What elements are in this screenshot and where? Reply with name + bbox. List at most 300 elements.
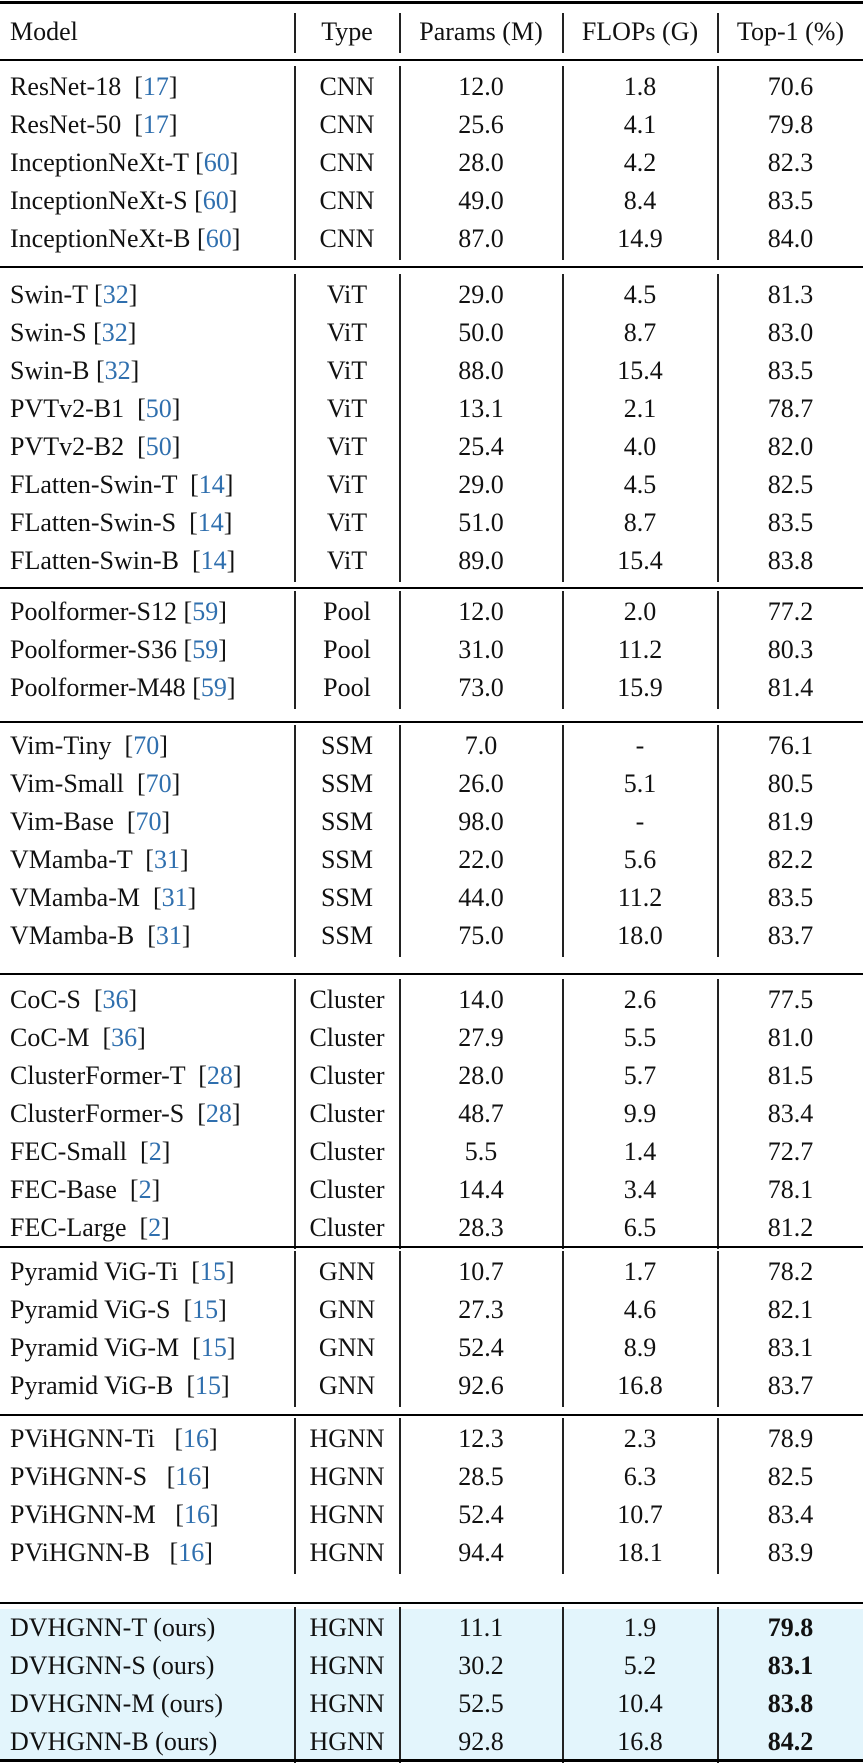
bracket: [ [145,845,154,874]
model-type: GNN [318,1371,376,1400]
group-rule [0,1414,863,1416]
column-divider [562,66,564,260]
group-rule [0,266,863,268]
table-row [0,1291,863,1329]
model-label: VMamba-B [10,921,148,950]
model-label: Vim-Base [10,807,127,836]
params-value: 52.4 [458,1333,504,1362]
bottom-rule [0,1759,863,1762]
params-value: 51.0 [458,508,504,537]
model-name [10,466,292,504]
citation-link[interactable]: 59 [192,635,219,664]
model-label: PVTv2-B1 [10,394,138,423]
citation-link[interactable]: 36 [111,1023,138,1052]
model-label: Poolformer-M48 [10,673,193,702]
top1-value: 83.5 [767,508,814,537]
bracket: ] [221,1371,230,1400]
bracket: [ [186,1371,196,1400]
flops-value: 6.3 [623,1462,657,1491]
model-name [10,727,292,765]
header-type: Type [321,17,373,46]
column-divider [294,274,296,582]
citation-link[interactable]: 59 [200,673,227,702]
model-label: VMamba-M [10,883,153,912]
column-divider [399,725,401,957]
model-label: CoC-S [10,985,94,1014]
params-value: 88.0 [458,356,504,385]
model-name [10,1420,292,1458]
model-type: CNN [319,148,375,177]
bracket: ] [161,1137,171,1166]
table-row [0,1253,863,1291]
model-name [10,841,292,879]
model-name [10,542,292,580]
model-type: ViT [326,432,368,461]
citation-link[interactable]: 17 [142,72,169,101]
top1-value: 82.3 [767,148,814,177]
model-type: ViT [326,356,368,385]
flops-value: 15.9 [617,673,663,702]
model-label: FEC-Base [10,1175,130,1204]
column-divider [717,979,719,1249]
flops-value: 6.5 [623,1213,657,1242]
citation-link[interactable]: 14 [200,546,227,575]
citation-link[interactable]: 31 [153,845,180,874]
params-value: 14.4 [458,1175,504,1204]
params-value: 5.5 [464,1137,498,1166]
model-type: HGNN [309,1538,385,1567]
params-value: 73.0 [458,673,504,702]
table-row [0,917,863,955]
params-value: 12.3 [458,1424,504,1453]
bracket: ] [161,1213,170,1242]
model-name [10,1019,292,1057]
model-name [10,1609,292,1647]
top1-value: 82.5 [767,1462,814,1491]
header-model: Model [10,17,78,46]
top1-value: 70.6 [767,72,814,101]
model-type: GNN [318,1333,376,1362]
citation-link[interactable]: 28 [206,1061,233,1090]
citation-link[interactable]: 59 [192,597,219,626]
model-type: HGNN [309,1689,385,1718]
top1-value: 82.2 [767,845,814,874]
params-value: 48.7 [458,1099,504,1128]
model-name [10,631,292,669]
citation-link[interactable]: 14 [197,508,224,537]
flops-value: 10.7 [617,1500,663,1529]
bracket: [ [195,148,204,177]
bracket: [ [147,921,156,950]
flops-value: 4.2 [623,148,657,177]
column-divider [294,979,296,1249]
model-type: CNN [319,110,375,139]
table-row [0,1057,863,1095]
model-type: HGNN [309,1424,385,1453]
params-value: 28.0 [458,1061,504,1090]
column-divider [717,1418,719,1574]
bracket: [ [137,394,146,423]
model-type: Pool [323,597,371,626]
model-name [10,1329,292,1367]
params-value: 75.0 [458,921,504,950]
top1-value: 83.4 [767,1500,814,1529]
bracket: ] [204,1538,213,1567]
table-row [0,1367,863,1405]
model-label: Pyramid ViG-Ti [10,1257,192,1286]
model-label: PViHGNN-S [10,1462,167,1491]
flops-value: 2.1 [623,394,657,423]
top1-value: 83.4 [767,1099,814,1128]
flops-value: 4.0 [623,432,657,461]
flops-value: 5.7 [623,1061,657,1090]
top1-value: 76.1 [767,731,814,760]
citation-link[interactable]: 2 [148,1213,162,1242]
group-rule [0,587,863,589]
citation-link[interactable]: 32 [102,280,129,309]
bracket: ] [225,1257,235,1286]
citation-link[interactable]: 50 [145,432,172,461]
citation-link[interactable]: 17 [142,110,169,139]
citation-link[interactable]: 50 [145,394,172,423]
model-label: ClusterFormer-T [10,1061,199,1090]
model-type: ViT [326,470,368,499]
model-label: InceptionNeXt-B [10,224,198,253]
params-value: 92.8 [458,1727,504,1756]
model-label: PViHGNN-B [10,1538,170,1567]
params-value: 11.1 [458,1613,504,1642]
bracket: [ [124,731,134,760]
citation-link[interactable]: 16 [183,1500,210,1529]
group-rule [0,721,863,723]
citation-link[interactable]: 70 [133,731,160,760]
model-label: Swin-T [10,280,95,309]
model-type: ViT [326,394,368,423]
bracket: ] [209,1424,218,1453]
flops-value: - [635,807,645,836]
table-row [0,276,863,314]
bracket: [ [183,635,193,664]
model-name [10,314,292,352]
bracket: [ [129,1175,139,1204]
top1-value: 81.9 [767,807,814,836]
table-row [0,879,863,917]
citation-link[interactable]: 16 [178,1538,205,1567]
flops-value: 11.2 [617,635,663,664]
bracket: [ [174,1424,184,1453]
model-label: FLatten-Swin-B [10,546,192,575]
model-label: DVHGNN-S (ours) [10,1651,215,1680]
model-type: Pool [323,673,371,702]
top1-value: 83.8 [767,1689,814,1718]
model-type: Pool [323,635,371,664]
column-divider [717,13,719,53]
citation-link[interactable]: 15 [199,1257,226,1286]
bracket: ] [127,318,137,347]
top1-value: 83.5 [767,356,814,385]
flops-value: 8.7 [623,508,657,537]
column-divider [399,66,401,260]
bracket: ] [168,110,178,139]
top1-value: 83.5 [767,186,814,215]
table-row [0,1420,863,1458]
params-value: 22.0 [458,845,504,874]
model-name [10,428,292,466]
model-name [10,276,292,314]
model-type: ViT [326,318,368,347]
flops-value: 4.6 [623,1295,657,1324]
citation-link[interactable]: 14 [198,470,225,499]
model-name [10,1171,292,1209]
params-value: 27.9 [458,1023,504,1052]
model-type: GNN [318,1295,376,1324]
bracket: [ [134,72,143,101]
citation-link[interactable]: 70 [135,807,162,836]
model-name [10,1496,292,1534]
flops-value: 5.2 [623,1651,657,1680]
bracket: ] [171,769,181,798]
flops-value: 5.6 [623,845,657,874]
bracket: [ [134,110,143,139]
flops-value: 1.4 [623,1137,657,1166]
column-divider [562,1418,564,1574]
top1-value: 81.2 [767,1213,814,1242]
top1-value: 83.7 [767,921,814,950]
table-row [0,352,863,390]
citation-link[interactable]: 60 [203,148,230,177]
citation-link[interactable]: 60 [205,224,232,253]
model-label: Pyramid ViG-S [10,1295,184,1324]
bracket: [ [137,432,146,461]
column-divider [717,1251,719,1407]
model-name [10,68,292,106]
bracket: ] [181,921,191,950]
top1-value: 78.1 [767,1175,814,1204]
model-name [10,1291,292,1329]
table-row [0,1209,863,1247]
model-label: DVHGNN-M (ours) [10,1689,224,1718]
params-value: 44.0 [458,883,504,912]
citation-link[interactable]: 32 [101,318,128,347]
table-row [0,765,863,803]
flops-value: 5.1 [623,769,657,798]
table-row [0,542,863,580]
flops-value: 1.9 [623,1613,657,1642]
flops-value: 8.4 [623,186,657,215]
table-row [0,981,863,1019]
model-type: Cluster [309,1137,385,1166]
model-type: Cluster [309,1175,385,1204]
model-type: SSM [320,845,374,874]
top1-value: 83.1 [767,1333,814,1362]
flops-value: 1.8 [623,72,657,101]
citation-link[interactable]: 70 [145,769,172,798]
table-row [0,220,863,258]
flops-value: 16.8 [617,1371,663,1400]
citation-link[interactable]: 32 [104,356,131,385]
params-value: 28.3 [458,1213,504,1242]
params-value: 49.0 [458,186,504,215]
column-divider [717,591,719,709]
citation-link[interactable]: 31 [161,883,188,912]
column-divider [717,725,719,957]
flops-value: 4.5 [623,280,657,309]
model-label: FLatten-Swin-S [10,508,190,537]
model-label: FEC-Large [10,1213,140,1242]
model-type: SSM [320,807,374,836]
top1-value: 81.5 [767,1061,814,1090]
model-label: FLatten-Swin-T [10,470,191,499]
bracket: ] [224,470,234,499]
model-name [10,981,292,1019]
column-divider [562,1607,564,1763]
group-rule [0,1246,863,1248]
column-divider [717,66,719,260]
citation-link[interactable]: 28 [205,1099,232,1128]
model-label: InceptionNeXt-T [10,148,196,177]
flops-value: 2.0 [623,597,657,626]
table-row [0,182,863,220]
citation-link[interactable]: 16 [183,1424,210,1453]
model-name [10,182,292,220]
top1-value: 72.7 [767,1137,814,1166]
top1-value: 78.7 [767,394,814,423]
model-type: SSM [320,921,374,950]
bracket: [ [139,1213,149,1242]
model-type: Cluster [309,1099,385,1128]
citation-link[interactable]: 2 [148,1137,162,1166]
bracket: [ [166,1462,176,1491]
params-value: 29.0 [458,280,504,309]
model-type: Cluster [309,1023,385,1052]
column-divider [562,13,564,53]
citation-link[interactable]: 15 [192,1295,219,1324]
flops-value: 15.4 [617,546,663,575]
top1-value: 83.5 [767,883,814,912]
model-name [10,352,292,390]
citation-link[interactable]: 16 [175,1462,202,1491]
model-type: SSM [320,731,374,760]
column-divider [399,979,401,1249]
table-row [0,314,863,352]
bracket: [ [192,1333,201,1362]
model-name [10,390,292,428]
model-name [10,1367,292,1405]
flops-value: 2.6 [623,985,657,1014]
column-divider [562,1251,564,1407]
top1-value: 83.0 [767,318,814,347]
model-type: ViT [326,280,368,309]
bracket: ] [226,1333,236,1362]
model-name [10,765,292,803]
table-row [0,428,863,466]
column-divider [294,13,296,53]
model-type: CNN [319,186,375,215]
bracket: ] [218,635,227,664]
top1-value: 80.3 [767,635,814,664]
bracket: [ [197,224,206,253]
column-divider [294,1251,296,1407]
column-divider [562,591,564,709]
bracket: [ [197,1099,206,1128]
model-label: PVTv2-B2 [10,432,138,461]
model-name [10,879,292,917]
table-row [0,1133,863,1171]
bracket: [ [192,673,201,702]
bracket: ] [128,985,138,1014]
bracket: [ [194,186,203,215]
bracket: ] [168,72,178,101]
bracket: [ [192,546,201,575]
citation-link[interactable]: 15 [195,1371,222,1400]
model-type: HGNN [309,1500,385,1529]
model-label: Vim-Small [10,769,137,798]
flops-value: 4.1 [623,110,657,139]
citation-link[interactable]: 36 [102,985,129,1014]
citation-link[interactable]: 31 [155,921,182,950]
model-type: HGNN [309,1613,385,1642]
bracket: ] [179,845,189,874]
citation-link[interactable]: 60 [202,186,229,215]
model-label: Pyramid ViG-M [10,1333,193,1362]
top1-value: 78.2 [767,1257,814,1286]
params-value: 13.1 [458,394,504,423]
model-name [10,220,292,258]
citation-link[interactable]: 15 [200,1333,227,1362]
flops-value: 14.9 [617,224,663,253]
column-divider [294,66,296,260]
column-divider [294,591,296,709]
column-divider [399,1418,401,1574]
params-value: 52.4 [458,1500,504,1529]
model-name [10,669,292,707]
bracket: [ [94,280,103,309]
params-value: 27.3 [458,1295,504,1324]
bracket: [ [198,1061,207,1090]
flops-value: 3.4 [623,1175,657,1204]
model-label: FEC-Small [10,1137,141,1166]
model-label: ClusterFormer-S [10,1099,198,1128]
params-value: 87.0 [458,224,504,253]
bracket: [ [190,470,199,499]
bracket: ] [161,807,171,836]
table-header [0,0,863,60]
table-row [0,1171,863,1209]
bracket: [ [126,807,136,836]
model-name [10,803,292,841]
model-type: HGNN [309,1651,385,1680]
table-row [0,593,863,631]
table-row [0,466,863,504]
citation-link[interactable]: 2 [138,1175,152,1204]
bracket: [ [152,883,162,912]
flops-value: - [635,731,645,760]
params-value: 94.4 [458,1538,504,1567]
header-rule [0,59,863,61]
bracket: ] [171,394,181,423]
bracket: [ [169,1538,179,1567]
bracket: ] [218,1295,227,1324]
params-value: 92.6 [458,1371,504,1400]
model-name [10,1647,292,1685]
table-row [0,631,863,669]
flops-value: 1.7 [623,1257,657,1286]
model-type: SSM [320,769,374,798]
bracket: ] [231,224,241,253]
model-name [10,1723,292,1761]
top1-value: 83.9 [767,1538,814,1567]
column-divider [717,274,719,582]
